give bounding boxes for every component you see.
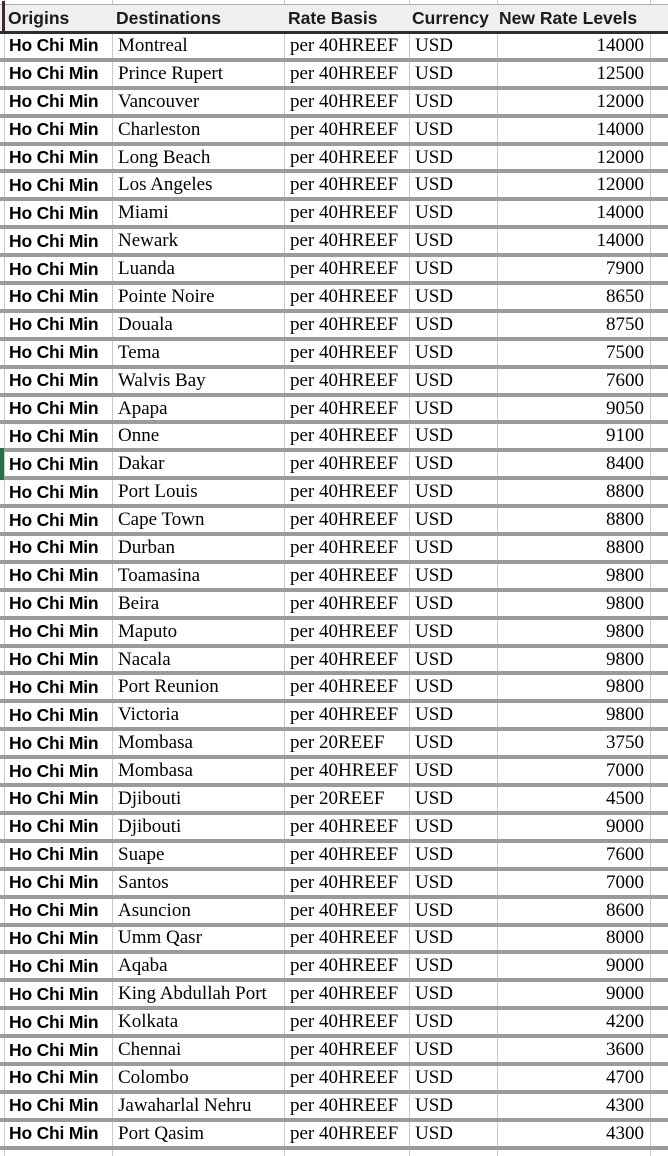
destination-cell[interactable]: Port Qasim: [113, 1122, 285, 1146]
table-row: [0, 592, 668, 620]
table-row: [0, 982, 668, 1010]
origin-cell[interactable]: Ho Chi Min: [5, 675, 113, 699]
destination-cell[interactable]: Maputo: [113, 620, 285, 644]
origin-cell[interactable]: Ho Chi Min: [5, 536, 113, 560]
destination-cell[interactable]: Mombasa: [113, 759, 285, 783]
currency-cell[interactable]: USD: [410, 201, 498, 225]
rate-basis-cell[interactable]: per 40HREEF: [285, 1122, 410, 1146]
header-row: [0, 4, 668, 34]
new-rate-level-cell[interactable]: 8800: [498, 508, 651, 532]
table-row: [0, 34, 668, 62]
rate-basis-cell[interactable]: per 40HREEF: [285, 1038, 410, 1062]
row-right-gutter: [651, 759, 668, 783]
rate-basis-cell[interactable]: per 40HREEF: [285, 982, 410, 1006]
rate-basis-cell[interactable]: per 40HREEF: [285, 62, 410, 86]
clipped-row-below: [0, 1150, 668, 1156]
currency-cell[interactable]: USD: [410, 257, 498, 281]
currency-cell[interactable]: USD: [410, 703, 498, 727]
destination-cell[interactable]: Nacala: [113, 648, 285, 672]
currency-cell[interactable]: USD: [410, 480, 498, 504]
destination-cell[interactable]: Toamasina: [113, 564, 285, 588]
origin-cell[interactable]: Ho Chi Min: [5, 229, 113, 253]
table-row: [0, 62, 668, 90]
row-right-gutter: [651, 452, 668, 476]
currency-cell[interactable]: USD: [410, 982, 498, 1006]
row-right-gutter: [651, 118, 668, 142]
destination-cell[interactable]: Montreal: [113, 34, 285, 58]
new-rate-level-cell[interactable]: 14000: [498, 34, 651, 58]
currency-cell[interactable]: USD: [410, 592, 498, 616]
row-right-gutter: [651, 1066, 668, 1090]
new-rate-level-cell[interactable]: 8400: [498, 452, 651, 476]
row-right-gutter: [651, 648, 668, 672]
rate-basis-cell[interactable]: per 40HREEF: [285, 954, 410, 978]
rate-basis-cell[interactable]: per 40HREEF: [285, 397, 410, 421]
origin-cell[interactable]: Ho Chi Min: [5, 843, 113, 867]
currency-cell[interactable]: USD: [410, 899, 498, 923]
rate-basis-cell[interactable]: per 40HREEF: [285, 341, 410, 365]
currency-cell[interactable]: USD: [410, 341, 498, 365]
new-rate-level-cell[interactable]: 9800: [498, 564, 651, 588]
origin-cell[interactable]: Ho Chi Min: [5, 62, 113, 86]
origin-cell[interactable]: Ho Chi Min: [5, 201, 113, 225]
currency-cell[interactable]: USD: [410, 536, 498, 560]
currency-cell[interactable]: USD: [410, 648, 498, 672]
new-rate-level-cell[interactable]: 8650: [498, 285, 651, 309]
row-right-gutter: [651, 675, 668, 699]
new-rate-level-cell[interactable]: 12000: [498, 90, 651, 114]
new-rate-level-cell[interactable]: 9050: [498, 397, 651, 421]
rate-basis-cell[interactable]: per 40HREEF: [285, 815, 410, 839]
origin-cell[interactable]: Ho Chi Min: [5, 592, 113, 616]
rate-basis-cell[interactable]: per 40HREEF: [285, 146, 410, 170]
column-header-extra: [651, 5, 668, 31]
origin-cell[interactable]: Ho Chi Min: [5, 731, 113, 755]
gutter-cell: [651, 1150, 668, 1156]
new-rate-level-cell[interactable]: 8800: [498, 536, 651, 560]
rate-basis-cell[interactable]: per 40HREEF: [285, 201, 410, 225]
header-left-accent: [2, 1, 5, 35]
new-rate-level-cell[interactable]: 9100: [498, 424, 651, 448]
origin-cell[interactable]: Ho Chi Min: [5, 397, 113, 421]
destination-cell[interactable]: Asuncion: [113, 899, 285, 923]
rate-basis-cell[interactable]: per 40HREEF: [285, 1066, 410, 1090]
new-rate-level-cell[interactable]: 8750: [498, 313, 651, 337]
rate-basis-cell[interactable]: per 40HREEF: [285, 369, 410, 393]
new-rate-level-cell[interactable]: 7900: [498, 257, 651, 281]
currency-cell[interactable]: USD: [410, 146, 498, 170]
table-row: [0, 146, 668, 174]
table-row: [0, 1066, 668, 1094]
row-right-gutter: [651, 90, 668, 114]
destination-cell[interactable]: Aqaba: [113, 954, 285, 978]
row-right-gutter: [651, 173, 668, 197]
origin-cell[interactable]: Ho Chi Min: [5, 313, 113, 337]
currency-cell[interactable]: USD: [410, 620, 498, 644]
rate-basis-cell[interactable]: per 40HREEF: [285, 703, 410, 727]
row-right-gutter: [651, 954, 668, 978]
table-row: [0, 843, 668, 871]
rate-basis-cell[interactable]: per 20REEF: [285, 787, 410, 811]
rate-basis-cell[interactable]: per 40HREEF: [285, 899, 410, 923]
origin-cell[interactable]: Ho Chi Min: [5, 703, 113, 727]
currency-cell[interactable]: USD: [410, 34, 498, 58]
new-rate-level-cell[interactable]: 7600: [498, 369, 651, 393]
row-right-gutter: [651, 982, 668, 1006]
origin-cell[interactable]: Ho Chi Min: [5, 424, 113, 448]
destination-cell[interactable]: Jawaharlal Nehru: [113, 1094, 285, 1118]
table-row: [0, 648, 668, 676]
column-header-destinations[interactable]: Destinations: [116, 7, 222, 28]
row-right-gutter: [651, 480, 668, 504]
destination-cell[interactable]: Umm Qasr: [113, 927, 285, 951]
new-rate-level-cell[interactable]: 9000: [498, 815, 651, 839]
currency-cell[interactable]: USD: [410, 452, 498, 476]
origin-cell[interactable]: Ho Chi Min: [5, 257, 113, 281]
origin-cell[interactable]: Ho Chi Min: [5, 146, 113, 170]
destination-cell[interactable]: Cape Town: [113, 508, 285, 532]
rate-basis-cell[interactable]: per 40HREEF: [285, 34, 410, 58]
table-row: [0, 703, 668, 731]
new-rate-level-cell[interactable]: 9800: [498, 592, 651, 616]
new-rate-level-cell[interactable]: 9000: [498, 982, 651, 1006]
destination-cell[interactable]: Suape: [113, 843, 285, 867]
table-row: [0, 313, 668, 341]
new-rate-level-cell[interactable]: 8800: [498, 480, 651, 504]
table-row: [0, 424, 668, 452]
origin-cell[interactable]: Ho Chi Min: [5, 1038, 113, 1062]
table-row: [0, 173, 668, 201]
origin-cell[interactable]: Ho Chi Min: [5, 118, 113, 142]
destination-cell[interactable]: Kolkata: [113, 1010, 285, 1034]
row-right-gutter: [651, 564, 668, 588]
new-rate-level-cell[interactable]: 9800: [498, 648, 651, 672]
row-right-gutter: [651, 369, 668, 393]
currency-cell[interactable]: USD: [410, 1038, 498, 1062]
table-row: [0, 1094, 668, 1122]
new-rate-level-cell[interactable]: 3600: [498, 1038, 651, 1062]
destination-cell[interactable]: Luanda: [113, 257, 285, 281]
destination-cell[interactable]: Colombo: [113, 1066, 285, 1090]
destination-cell[interactable]: Apapa: [113, 397, 285, 421]
row-right-gutter: [651, 397, 668, 421]
row-right-gutter: [651, 899, 668, 923]
rate-basis-cell[interactable]: per 40HREEF: [285, 1094, 410, 1118]
origin-cell[interactable]: Ho Chi Min: [5, 1066, 113, 1090]
rate-basis-cell[interactable]: per 40HREEF: [285, 592, 410, 616]
new-rate-level-cell[interactable]: 4300: [498, 1094, 651, 1118]
currency-cell[interactable]: USD: [410, 173, 498, 197]
currency-cell[interactable]: USD: [410, 787, 498, 811]
rate-basis-cell[interactable]: per 40HREEF: [285, 871, 410, 895]
table-row: [0, 871, 668, 899]
new-rate-level-cell[interactable]: 4500: [498, 787, 651, 811]
destination-cell[interactable]: Victoria: [113, 703, 285, 727]
row-right-gutter: [651, 146, 668, 170]
destination-cell[interactable]: Miami: [113, 201, 285, 225]
origin-cell[interactable]: Ho Chi Min: [5, 1010, 113, 1034]
origin-cell[interactable]: Ho Chi Min: [5, 508, 113, 532]
table-row: [0, 508, 668, 536]
rate-basis-cell[interactable]: per 40HREEF: [285, 452, 410, 476]
new-rate-level-cell[interactable]: 7000: [498, 871, 651, 895]
gutter-cell: [113, 1150, 285, 1156]
destination-cell[interactable]: Chennai: [113, 1038, 285, 1062]
table-row: [0, 118, 668, 146]
row-right-gutter: [651, 620, 668, 644]
destination-cell[interactable]: Dakar: [113, 452, 285, 476]
row-right-gutter: [651, 257, 668, 281]
currency-cell[interactable]: USD: [410, 564, 498, 588]
table-row: [0, 731, 668, 759]
rate-basis-cell[interactable]: per 40HREEF: [285, 648, 410, 672]
new-rate-level-cell[interactable]: 4700: [498, 1066, 651, 1090]
rate-basis-cell[interactable]: per 40HREEF: [285, 759, 410, 783]
rate-basis-cell[interactable]: per 40HREEF: [285, 564, 410, 588]
rate-basis-cell[interactable]: per 40HREEF: [285, 843, 410, 867]
row-right-gutter: [651, 508, 668, 532]
row-right-gutter: [651, 341, 668, 365]
destination-cell[interactable]: Charleston: [113, 118, 285, 142]
table-row: [0, 787, 668, 815]
currency-cell[interactable]: USD: [410, 731, 498, 755]
row-right-gutter: [651, 703, 668, 727]
gutter-cell: [498, 1150, 651, 1156]
row-right-gutter: [651, 787, 668, 811]
currency-cell[interactable]: USD: [410, 313, 498, 337]
currency-cell[interactable]: USD: [410, 675, 498, 699]
origin-cell[interactable]: Ho Chi Min: [5, 480, 113, 504]
new-rate-level-cell[interactable]: 3750: [498, 731, 651, 755]
rate-basis-cell[interactable]: per 40HREEF: [285, 480, 410, 504]
currency-cell[interactable]: USD: [410, 871, 498, 895]
destination-cell[interactable]: Tema: [113, 341, 285, 365]
table-row: [0, 90, 668, 118]
column-header-currency[interactable]: Currency: [412, 7, 489, 28]
destination-cell[interactable]: Los Angeles: [113, 173, 285, 197]
origin-cell[interactable]: Ho Chi Min: [5, 759, 113, 783]
rate-basis-cell[interactable]: per 40HREEF: [285, 508, 410, 532]
origin-cell[interactable]: Ho Chi Min: [5, 787, 113, 811]
row-right-gutter: [651, 62, 668, 86]
origin-cell[interactable]: Ho Chi Min: [5, 648, 113, 672]
table-row: [0, 759, 668, 787]
currency-cell[interactable]: USD: [410, 843, 498, 867]
new-rate-level-cell[interactable]: 12000: [498, 173, 651, 197]
row-right-gutter: [651, 871, 668, 895]
new-rate-level-cell[interactable]: 8600: [498, 899, 651, 923]
rate-basis-cell[interactable]: per 40HREEF: [285, 424, 410, 448]
new-rate-level-cell[interactable]: 8000: [498, 927, 651, 951]
new-rate-level-cell[interactable]: 14000: [498, 201, 651, 225]
rate-basis-cell[interactable]: per 40HREEF: [285, 285, 410, 309]
currency-cell[interactable]: USD: [410, 397, 498, 421]
currency-cell[interactable]: USD: [410, 229, 498, 253]
row-right-gutter: [651, 927, 668, 951]
destination-cell[interactable]: Long Beach: [113, 146, 285, 170]
currency-cell[interactable]: USD: [410, 424, 498, 448]
selected-row-marker: [0, 448, 4, 480]
currency-cell[interactable]: USD: [410, 90, 498, 114]
currency-cell[interactable]: USD: [410, 369, 498, 393]
currency-cell[interactable]: USD: [410, 759, 498, 783]
table-row: [0, 536, 668, 564]
destination-cell[interactable]: Port Reunion: [113, 675, 285, 699]
table-row: [0, 564, 668, 592]
currency-cell[interactable]: USD: [410, 285, 498, 309]
rate-basis-cell[interactable]: per 40HREEF: [285, 675, 410, 699]
origin-cell[interactable]: Ho Chi Min: [5, 369, 113, 393]
row-right-gutter: [651, 1122, 668, 1146]
new-rate-level-cell[interactable]: 14000: [498, 118, 651, 142]
destination-cell[interactable]: Newark: [113, 229, 285, 253]
row-right-gutter: [651, 201, 668, 225]
destination-cell[interactable]: Port Louis: [113, 480, 285, 504]
table-row: [0, 480, 668, 508]
row-right-gutter: [651, 1010, 668, 1034]
row-right-gutter: [651, 592, 668, 616]
origin-cell[interactable]: Ho Chi Min: [5, 927, 113, 951]
row-right-gutter: [651, 815, 668, 839]
row-right-gutter: [651, 285, 668, 309]
table-row: [0, 397, 668, 425]
rate-basis-cell[interactable]: per 20REEF: [285, 731, 410, 755]
rate-basis-cell[interactable]: per 40HREEF: [285, 927, 410, 951]
new-rate-level-cell[interactable]: 7600: [498, 843, 651, 867]
rate-basis-cell[interactable]: per 40HREEF: [285, 118, 410, 142]
origin-cell[interactable]: Ho Chi Min: [5, 285, 113, 309]
destination-cell[interactable]: Djibouti: [113, 787, 285, 811]
currency-cell[interactable]: USD: [410, 1010, 498, 1034]
table-row: [0, 1122, 668, 1150]
row-right-gutter: [651, 843, 668, 867]
column-header-new-rate-levels[interactable]: New Rate Levels: [499, 7, 638, 28]
new-rate-level-cell[interactable]: 9800: [498, 675, 651, 699]
destination-cell[interactable]: Pointe Noire: [113, 285, 285, 309]
table-row: [0, 954, 668, 982]
destination-cell[interactable]: Djibouti: [113, 815, 285, 839]
destination-cell[interactable]: Onne: [113, 424, 285, 448]
table-row: [0, 675, 668, 703]
origin-cell[interactable]: Ho Chi Min: [5, 620, 113, 644]
new-rate-level-cell[interactable]: 14000: [498, 229, 651, 253]
destination-cell[interactable]: Walvis Bay: [113, 369, 285, 393]
gutter-cell: [285, 1150, 410, 1156]
table-row: [0, 341, 668, 369]
destination-cell[interactable]: Mombasa: [113, 731, 285, 755]
rate-basis-cell[interactable]: per 40HREEF: [285, 620, 410, 644]
origin-cell[interactable]: Ho Chi Min: [5, 34, 113, 58]
origin-cell[interactable]: Ho Chi Min: [5, 341, 113, 365]
currency-cell[interactable]: USD: [410, 927, 498, 951]
gutter-cell: [5, 1150, 113, 1156]
origin-cell[interactable]: Ho Chi Min: [5, 815, 113, 839]
rate-basis-cell[interactable]: per 40HREEF: [285, 536, 410, 560]
row-right-gutter: [651, 424, 668, 448]
origin-cell[interactable]: Ho Chi Min: [5, 90, 113, 114]
origin-cell[interactable]: Ho Chi Min: [5, 564, 113, 588]
currency-cell[interactable]: USD: [410, 1066, 498, 1090]
origin-cell[interactable]: Ho Chi Min: [5, 1094, 113, 1118]
row-right-gutter: [651, 731, 668, 755]
destination-cell[interactable]: Vancouver: [113, 90, 285, 114]
table-body: [0, 34, 668, 1150]
new-rate-level-cell[interactable]: 7000: [498, 759, 651, 783]
rate-basis-cell[interactable]: per 40HREEF: [285, 1010, 410, 1034]
destination-cell[interactable]: King Abdullah Port: [113, 982, 285, 1006]
gutter-cell: [410, 1150, 498, 1156]
currency-cell[interactable]: USD: [410, 1122, 498, 1146]
new-rate-level-cell[interactable]: 12000: [498, 146, 651, 170]
table-row: [0, 815, 668, 843]
currency-cell[interactable]: USD: [410, 118, 498, 142]
table-row: [0, 899, 668, 927]
row-right-gutter: [651, 536, 668, 560]
origin-cell[interactable]: Ho Chi Min: [5, 982, 113, 1006]
new-rate-level-cell[interactable]: 4300: [498, 1122, 651, 1146]
new-rate-level-cell[interactable]: 4200: [498, 1010, 651, 1034]
currency-cell[interactable]: USD: [410, 815, 498, 839]
table-row: [0, 201, 668, 229]
rate-basis-cell[interactable]: per 40HREEF: [285, 257, 410, 281]
table-row: [0, 1010, 668, 1038]
row-right-gutter: [651, 1038, 668, 1062]
table-row: [0, 257, 668, 285]
table-row: [0, 285, 668, 313]
rate-basis-cell[interactable]: per 40HREEF: [285, 229, 410, 253]
new-rate-level-cell[interactable]: 7500: [498, 341, 651, 365]
new-rate-level-cell[interactable]: 9800: [498, 703, 651, 727]
rate-basis-cell[interactable]: per 40HREEF: [285, 173, 410, 197]
origin-cell[interactable]: Ho Chi Min: [5, 899, 113, 923]
destination-cell[interactable]: Prince Rupert: [113, 62, 285, 86]
currency-cell[interactable]: USD: [410, 954, 498, 978]
origin-cell[interactable]: Ho Chi Min: [5, 173, 113, 197]
new-rate-level-cell[interactable]: 12500: [498, 62, 651, 86]
row-right-gutter: [651, 229, 668, 253]
table-row: [0, 229, 668, 257]
column-header-rate-basis[interactable]: Rate Basis: [288, 7, 378, 28]
table-row: [0, 1038, 668, 1066]
rate-basis-cell[interactable]: per 40HREEF: [285, 90, 410, 114]
table-row: [0, 452, 668, 480]
origin-cell[interactable]: Ho Chi Min: [5, 1122, 113, 1146]
new-rate-level-cell[interactable]: 9800: [498, 620, 651, 644]
table-row: [0, 369, 668, 397]
row-right-gutter: [651, 313, 668, 337]
destination-cell[interactable]: Durban: [113, 536, 285, 560]
new-rate-level-cell[interactable]: 9000: [498, 954, 651, 978]
currency-cell[interactable]: USD: [410, 508, 498, 532]
destination-cell[interactable]: Santos: [113, 871, 285, 895]
destination-cell[interactable]: Douala: [113, 313, 285, 337]
table-row: [0, 620, 668, 648]
row-right-gutter: [651, 1094, 668, 1118]
column-header-origins[interactable]: Origins: [8, 7, 70, 28]
origin-cell[interactable]: Ho Chi Min: [5, 871, 113, 895]
table-row: [0, 927, 668, 955]
rate-basis-cell[interactable]: per 40HREEF: [285, 313, 410, 337]
origin-cell[interactable]: Ho Chi Min: [5, 452, 113, 476]
origin-cell[interactable]: Ho Chi Min: [5, 954, 113, 978]
row-right-gutter: [651, 34, 668, 58]
currency-cell[interactable]: USD: [410, 62, 498, 86]
currency-cell[interactable]: USD: [410, 1094, 498, 1118]
destination-cell[interactable]: Beira: [113, 592, 285, 616]
